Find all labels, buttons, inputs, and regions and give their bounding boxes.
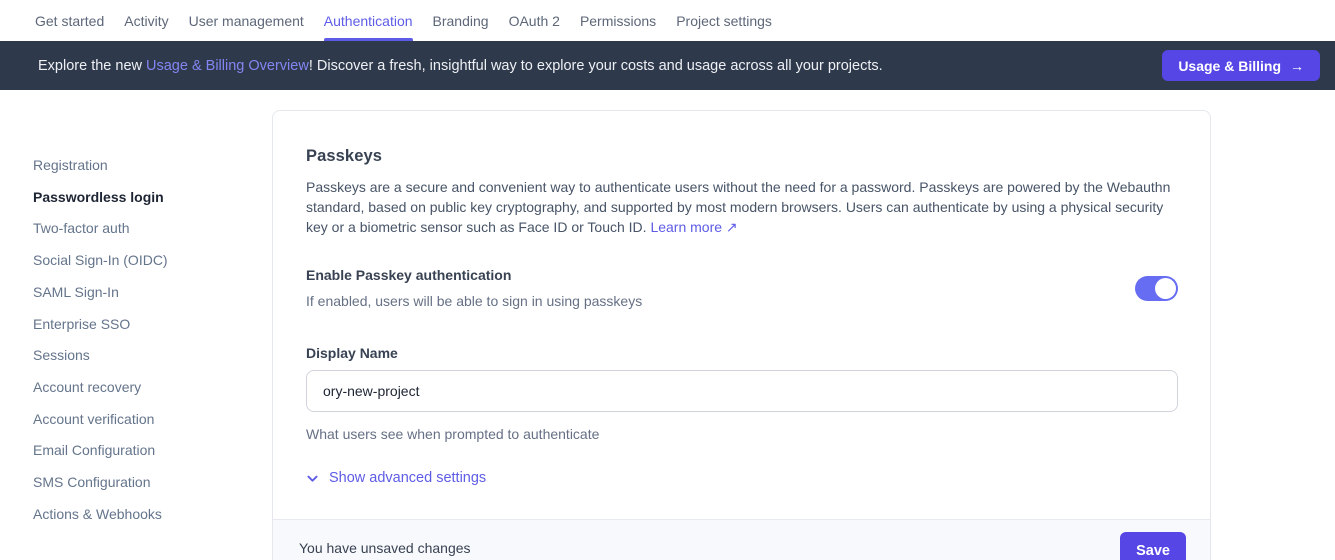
unsaved-changes-text: You have unsaved changes bbox=[299, 540, 471, 556]
tab-project-settings[interactable]: Project settings bbox=[676, 12, 772, 29]
learn-more-link[interactable] bbox=[650, 219, 737, 235]
passkeys-description bbox=[306, 177, 1178, 237]
toggle-knob bbox=[1155, 278, 1176, 299]
learn-more-label: Learn more bbox=[650, 219, 723, 235]
page-title: Passkeys bbox=[306, 147, 383, 165]
show-advanced-settings[interactable] bbox=[306, 470, 1178, 486]
banner-message bbox=[38, 58, 883, 74]
external-link-arrow-icon: ↗ bbox=[725, 219, 738, 235]
sidebar-item-two-factor-auth[interactable]: Two-factor auth bbox=[33, 220, 130, 237]
usage-billing-button-label: Usage & Billing bbox=[1178, 57, 1281, 74]
sidebar-item-sessions[interactable]: Sessions bbox=[33, 347, 90, 364]
passkeys-card-body bbox=[273, 111, 1210, 486]
usage-billing-button[interactable] bbox=[1162, 50, 1320, 81]
sidebar-item-enterprise-sso[interactable]: Enterprise SSO bbox=[33, 315, 131, 332]
enable-passkey-label: Enable Passkey authentication bbox=[306, 267, 512, 283]
sidebar-item-actions-webhooks[interactable]: Actions & Webhooks bbox=[33, 505, 162, 522]
enable-passkey-texts bbox=[306, 267, 1135, 309]
sidebar-item-email-configuration[interactable]: Email Configuration bbox=[33, 442, 156, 459]
display-name-label: Display Name bbox=[306, 345, 398, 361]
enable-passkey-toggle[interactable] bbox=[1135, 276, 1178, 301]
banner-text-suffix: ! Discover a fresh, insightful way to explore your costs and usage across all your projects. bbox=[308, 57, 883, 74]
sidebar-item-sms-configuration[interactable]: SMS Configuration bbox=[33, 474, 151, 491]
sidebar-item-account-verification[interactable]: Account verification bbox=[33, 410, 155, 427]
passkeys-description-text: Passkeys are a secure and convenient way to authenticate users without the need for a password. Passkeys are powered by the Webauthn standard, based on public key cryptography, and supported by most modern browsers. Users can authenticate by using a physical security key or a biometric sensor such as Face ID or Touch ID. bbox=[306, 179, 1171, 235]
tab-oauth2[interactable]: OAuth 2 bbox=[508, 12, 560, 29]
chevron-down-icon bbox=[306, 472, 319, 485]
tab-activity[interactable]: Activity bbox=[124, 12, 169, 29]
banner-text-prefix: Explore the new bbox=[38, 57, 147, 74]
tab-get-started[interactable]: Get started bbox=[35, 12, 105, 29]
top-nav bbox=[0, 0, 1335, 41]
sidebar-item-account-recovery[interactable]: Account recovery bbox=[33, 378, 142, 395]
passkeys-card bbox=[272, 110, 1211, 560]
tab-permissions[interactable]: Permissions bbox=[579, 12, 657, 29]
sidebar-item-saml-sign-in[interactable]: SAML Sign-In bbox=[33, 283, 119, 300]
tab-authentication[interactable]: Authentication bbox=[324, 0, 413, 41]
save-button[interactable]: Save bbox=[1120, 532, 1186, 560]
tab-branding[interactable]: Branding bbox=[432, 12, 489, 29]
tab-user-management[interactable]: User management bbox=[188, 12, 304, 29]
display-name-field bbox=[306, 345, 1178, 442]
show-advanced-settings-label: Show advanced settings bbox=[329, 470, 487, 486]
usage-banner bbox=[0, 41, 1335, 90]
enable-passkey-description: If enabled, users will be able to sign in using passkeys bbox=[306, 293, 643, 309]
display-name-helper: What users see when prompted to authenticate bbox=[306, 426, 600, 442]
arrow-right-icon: → bbox=[1290, 57, 1304, 74]
display-name-input[interactable] bbox=[306, 370, 1178, 412]
enable-passkey-row bbox=[306, 267, 1178, 309]
sidebar-item-registration[interactable]: Registration bbox=[33, 157, 108, 173]
unsaved-changes-bar bbox=[273, 519, 1210, 560]
banner-usage-billing-link[interactable]: Usage & Billing Overview bbox=[146, 57, 309, 74]
sidebar-item-passwordless-login[interactable]: Passwordless login bbox=[33, 188, 164, 205]
sidebar-item-social-sign-in[interactable]: Social Sign-In (OIDC) bbox=[33, 252, 168, 269]
settings-sidebar bbox=[33, 150, 263, 530]
